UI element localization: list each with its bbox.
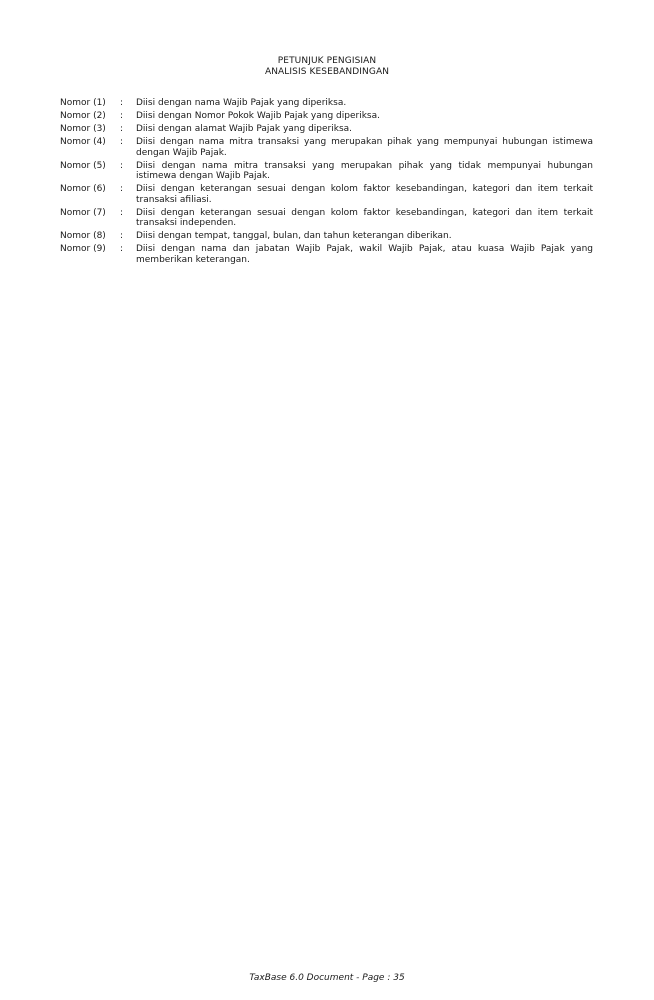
instruction-item-8: [60, 231, 593, 242]
instruction-number: Nomor (5): [60, 160, 106, 171]
instruction-colon: :: [120, 137, 124, 147]
instruction-number: Nomor (8): [60, 231, 106, 241]
instruction-colon: :: [120, 98, 124, 108]
page-footer: TaxBase 6.0 Document - Page : 35: [249, 973, 405, 983]
instruction-item-5: [60, 161, 593, 182]
instruction-item-9: [60, 244, 593, 265]
instruction-colon: :: [120, 244, 124, 254]
instruction-item-3: [60, 124, 593, 135]
instruction-text: Diisi dengan Nomor Pokok Wajib Pajak yang diperiksa.: [136, 111, 380, 121]
instruction-number: Nomor (3): [60, 124, 106, 134]
instruction-text: Diisi dengan alamat Wajib Pajak yang diperiksa.: [136, 124, 353, 134]
instruction-item-6: [60, 184, 593, 205]
title-line-1: PETUNJUK PENGISIAN: [277, 56, 377, 66]
document-title: [0, 56, 654, 78]
instruction-colon: :: [120, 124, 124, 134]
instruction-number: Nomor (4): [60, 137, 106, 147]
instruction-list: [60, 98, 593, 268]
instruction-colon: :: [120, 207, 124, 218]
instruction-number: Nomor (1): [60, 98, 106, 108]
instruction-colon: :: [120, 184, 124, 194]
instruction-colon: :: [120, 160, 124, 171]
instruction-colon: :: [120, 111, 124, 121]
instruction-number: Nomor (6): [60, 184, 106, 194]
instruction-item-2: [60, 111, 593, 122]
instruction-text: Diisi dengan nama dan jabatan Wajib Pajak, wakil Wajib Pajak, atau kuasa Wajib Pajak yang memberikan keterangan.: [136, 244, 593, 265]
instruction-item-1: [60, 98, 593, 109]
instruction-text: Diisi dengan keterangan sesuai dengan kolom faktor kesebandingan, kategori dan item terkait transaksi afiliasi.: [136, 184, 593, 205]
instruction-text: Diisi dengan keterangan sesuai dengan kolom faktor kesebandingan, kategori dan item terkait transaksi independen.: [136, 207, 593, 228]
instruction-colon: :: [120, 231, 124, 241]
instruction-item-4: [60, 137, 593, 158]
instruction-text: Diisi dengan nama mitra transaksi yang merupakan pihak yang tidak mempunyai hubungan istimewa dengan Wajib Pajak.: [136, 160, 593, 181]
instruction-item-7: [60, 208, 593, 229]
instruction-number: Nomor (2): [60, 111, 106, 121]
instruction-number: Nomor (7): [60, 207, 106, 218]
title-line-2: ANALISIS KESEBANDINGAN: [264, 67, 390, 77]
instruction-text: Diisi dengan nama mitra transaksi yang merupakan pihak yang mempunyai hubungan istimewa dengan Wajib Pajak.: [136, 137, 593, 158]
instruction-text: Diisi dengan nama Wajib Pajak yang diperiksa.: [136, 98, 347, 108]
instruction-text: Diisi dengan tempat, tanggal, bulan, dan tahun keterangan diberikan.: [136, 231, 452, 241]
instruction-number: Nomor (9): [60, 244, 106, 254]
